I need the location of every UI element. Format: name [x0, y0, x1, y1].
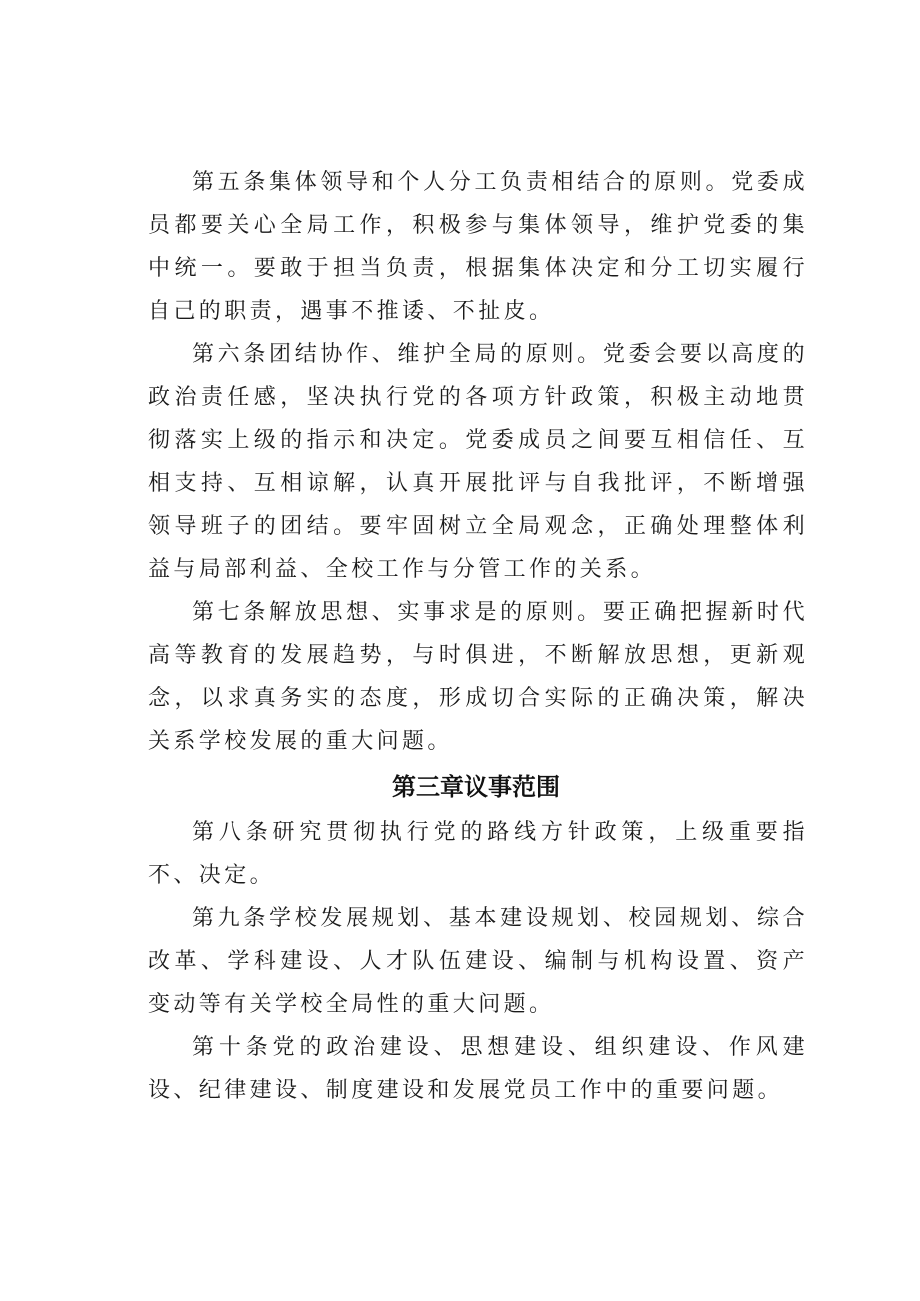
article-8-paragraph: 第八条研究贯彻执行党的路线方针政策，上级重要指不、决定。 — [148, 820, 808, 888]
article-6-paragraph: 第六条团结协作、维护全局的原则。党委会要以高度的政治责任感，坚决执行党的各项方针政策，积极主动地贯彻落实上级的指示和决定。党委成员之间要互相信任、互相支持、互相谅解，认真开展批评与自我批评，不断增强领导班子的团结。要牢固树立全局观念，正确处理整体利益与局部利益、全校工作与分管工作的关系。 — [148, 342, 808, 582]
article-10-paragraph: 第十条党的政治建设、思想建设、组织建设、作风建设、纪律建设、制度建设和发展党员工作中的重要问题。 — [148, 1035, 808, 1103]
article-9-paragraph: 第九条学校发展规划、基本建设规划、校园规划、综合改革、学科建设、人才队伍建设、编制与机构设置、资产变动等有关学校全局性的重大问题。 — [148, 906, 808, 1017]
chapter-heading: 第三章议事范围 — [392, 773, 560, 801]
document-body — [148, 161, 808, 1112]
article-5-paragraph: 第五条集体领导和个人分工负责相结合的原则。党委成员都要关心全局工作，积极参与集体领导，维护党委的集中统一。要敢于担当负责，根据集体决定和分工切实履行自己的职责，遇事不推诿、不扯皮。 — [148, 170, 808, 324]
article-7-paragraph: 第七条解放思想、实事求是的原则。要正确把握新时代高等教育的发展趋势，与时俱进，不断解放思想，更新观念，以求真务实的态度，形成切合实际的正确决策，解决关系学校发展的重大问题。 — [148, 600, 808, 754]
